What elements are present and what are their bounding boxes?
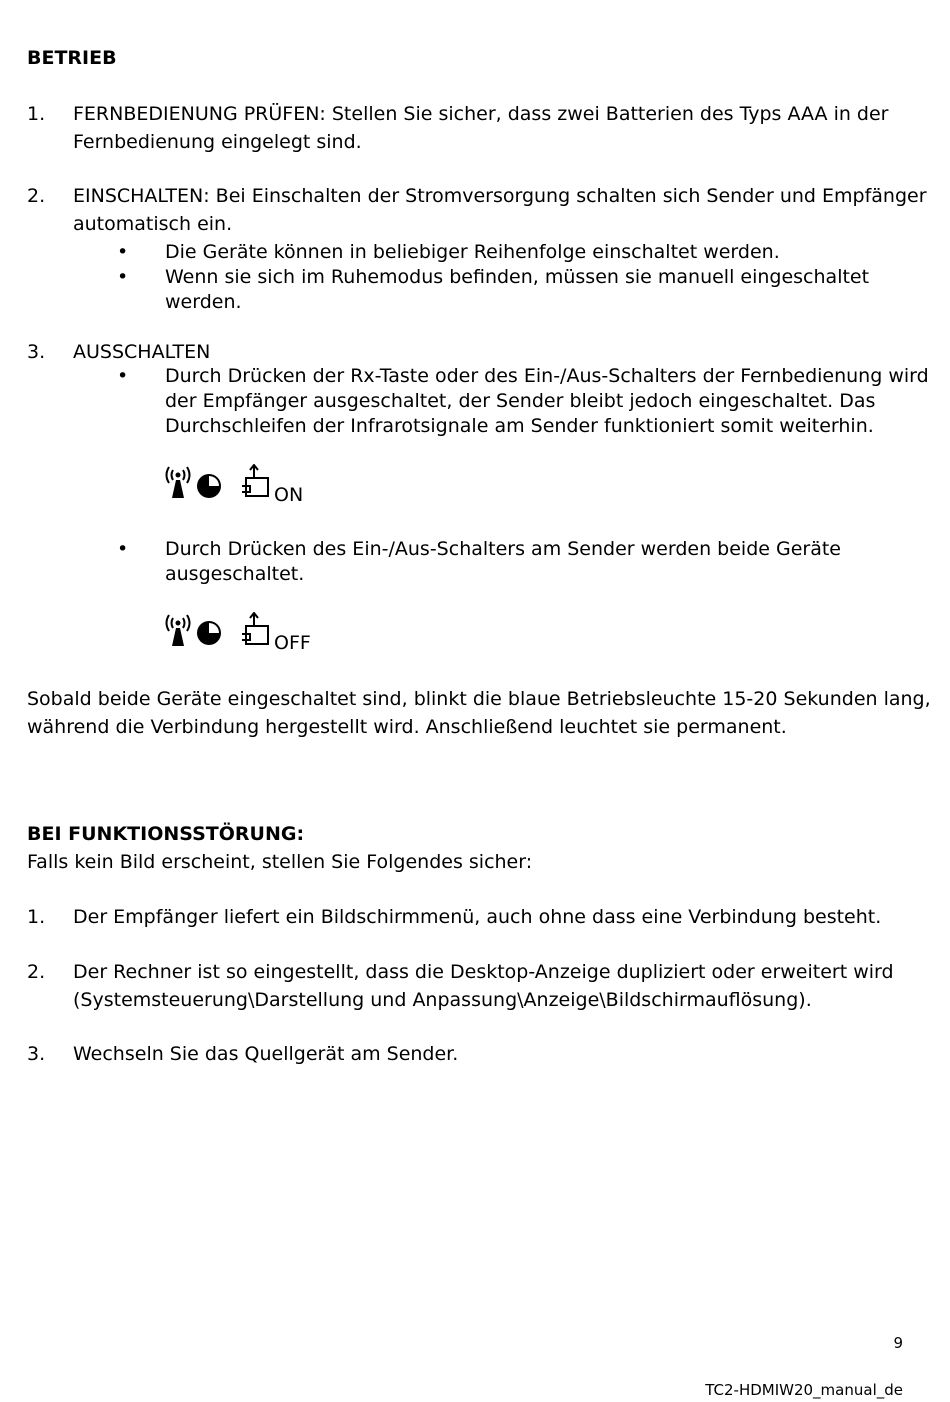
hand-press-icon: [240, 612, 270, 648]
status-label-off: OFF: [274, 632, 311, 654]
bullet-icon: •: [117, 365, 129, 387]
item-number: 3.: [27, 341, 46, 363]
item-number: 3.: [27, 1043, 46, 1065]
bullet-text: Durch Drücken des Ein-/Aus-Schalters am Sender werden beide Geräte: [165, 538, 841, 560]
item-text: EINSCHALTEN: Bei Einschalten der Stromversorgung schalten sich Sender und Empfänger: [73, 185, 927, 207]
status-label-on: ON: [274, 484, 304, 506]
bullet-icon: •: [117, 241, 129, 263]
item-number: 1.: [27, 906, 46, 928]
item-number: 1.: [27, 103, 46, 125]
item-text: automatisch ein.: [73, 213, 233, 235]
bullet-text: der Empfänger ausgeschaltet, der Sender bleibt jedoch eingeschaltet. Das: [165, 390, 876, 412]
bullet-text: werden.: [165, 291, 242, 313]
bullet-text: Wenn sie sich im Ruhemodus befinden, müssen sie manuell eingeschaltet: [165, 266, 870, 288]
bullet-text: Durchschleifen der Infrarotsignale am Sender funktioniert somit weiterhin.: [165, 415, 874, 437]
moon-icon: [195, 619, 223, 647]
section-heading-betrieb: BETRIEB: [27, 47, 117, 69]
section-heading-stoerung: BEI FUNKTIONSSTÖRUNG:: [27, 823, 305, 845]
wireless-tower-icon: [164, 614, 192, 648]
intro-text: Falls kein Bild erscheint, stellen Sie Folgendes sicher:: [27, 851, 533, 873]
wireless-tower-icon: [164, 466, 192, 500]
page-number: 9: [893, 1334, 903, 1352]
item-text: (Systemsteuerung\Darstellung und Anpassung\Anzeige\Bildschirmauflösung).: [73, 989, 812, 1011]
document-name: TC2-HDMIW20_manual_de: [705, 1381, 903, 1399]
item-text: Wechseln Sie das Quellgerät am Sender.: [73, 1043, 459, 1065]
paragraph-text: Sobald beide Geräte eingeschaltet sind, blinkt die blaue Betriebsleuchte 15-20 Sekunden lang,: [27, 688, 931, 710]
item-number: 2.: [27, 961, 46, 983]
bullet-icon: •: [117, 266, 129, 288]
item-text: Der Rechner ist so eingestellt, dass die Desktop-Anzeige dupliziert oder erweitert wird: [73, 961, 894, 983]
paragraph-text: während die Verbindung hergestellt wird. Anschließend leuchtet sie permanent.: [27, 716, 787, 738]
item-text: FERNBEDIENUNG PRÜFEN: Stellen Sie sicher, dass zwei Batterien des Typs AAA in der: [73, 103, 889, 125]
item-text: AUSSCHALTEN: [73, 341, 211, 363]
bullet-text: Durch Drücken der Rx-Taste oder des Ein-/Aus-Schalters der Fernbedienung wird: [165, 365, 929, 387]
bullet-icon: •: [117, 538, 129, 560]
bullet-text: Die Geräte können in beliebiger Reihenfolge einschaltet werden.: [165, 241, 780, 263]
item-text: Der Empfänger liefert ein Bildschirmmenü, auch ohne dass eine Verbindung besteht.: [73, 906, 882, 928]
hand-press-icon: [240, 464, 270, 500]
item-number: 2.: [27, 185, 46, 207]
bullet-text: ausgeschaltet.: [165, 563, 305, 585]
moon-icon: [195, 472, 223, 500]
item-text: Fernbedienung eingelegt sind.: [73, 131, 362, 153]
